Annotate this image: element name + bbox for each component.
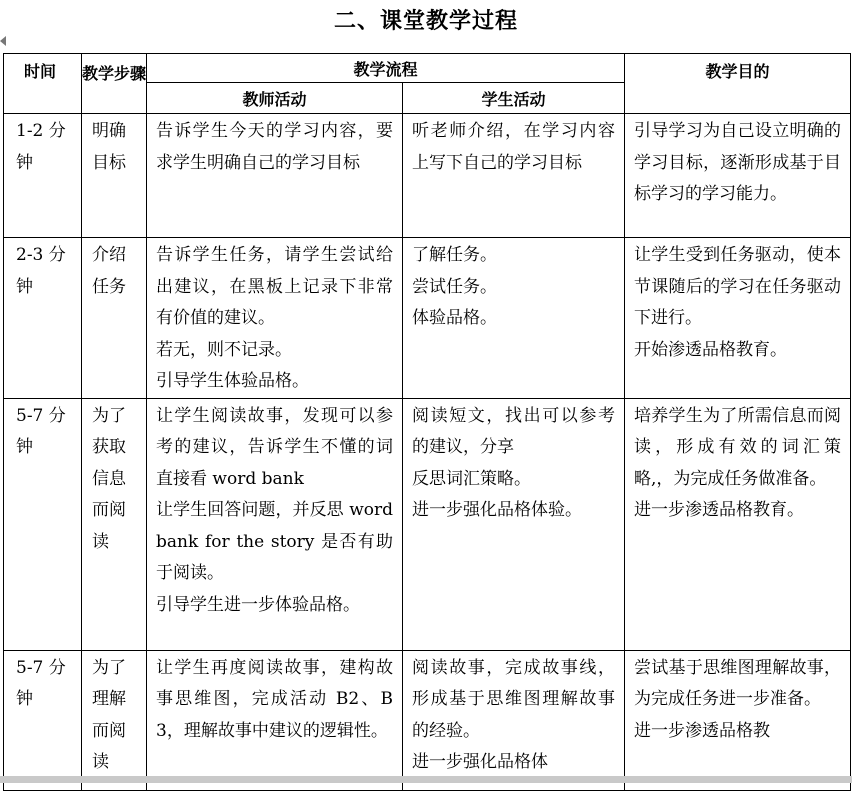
cell-paragraph: 体验品格。: [412, 308, 497, 328]
cell-paragraph: 进一步渗透品格教育。: [634, 500, 805, 520]
cell-paragraph: 引导学习为自己设立明确的学习目标，逐渐形成基于目标学习的学习能力。: [634, 121, 842, 204]
cell-paragraph: 开始渗透品格教育。: [634, 339, 788, 360]
cell-paragraph: 尝试任务。: [412, 276, 497, 297]
student-activity-cell: [403, 238, 625, 399]
table-row: [4, 114, 851, 238]
header-goal: 教学目的: [625, 54, 851, 114]
cell-paragraph: 阅读短文，找出可以参考的建议，分享: [412, 405, 616, 457]
cell-paragraph: 让学生回答问题，并反思 word bank for the story 是否有助于阅读。: [156, 500, 393, 583]
student-activity-cell: [403, 114, 625, 238]
step-cell: 为了理解而阅读: [82, 650, 147, 790]
lesson-process-table: [3, 53, 851, 791]
header-time: 时间: [4, 54, 82, 114]
header-teacher-activity: 教师活动: [147, 83, 403, 114]
goal-cell: [625, 650, 851, 790]
cell-paragraph: 了解任务。: [412, 245, 497, 265]
page-bottom-edge: [0, 776, 852, 783]
header-flow: 教学流程: [147, 54, 625, 83]
teacher-activity-cell: [147, 398, 403, 650]
cell-paragraph: 告诉学生任务，请学生尝试给出建议，在黑板上记录下非常有价值的建议。: [156, 245, 393, 328]
teacher-activity-cell: [147, 114, 403, 238]
teacher-activity-cell: [147, 650, 403, 790]
table-row: [4, 398, 851, 650]
cell-paragraph: 引导学生体验品格。: [156, 371, 309, 391]
step-cell: 介绍任务: [82, 238, 147, 399]
time-cell: 5-7 分钟: [4, 398, 82, 650]
cell-paragraph: 进一步强化品格体: [412, 752, 548, 772]
cell-paragraph: 进一步渗透品格教: [634, 720, 771, 741]
student-activity-cell: [403, 650, 625, 790]
student-activity-cell: [403, 398, 625, 650]
page-title: 二、课堂教学过程: [333, 9, 518, 34]
cell-paragraph: 培养学生为了所需信息而阅读，形成有效的词汇策略,，为完成任务做准备。: [634, 405, 842, 489]
header-student-activity: 学生活动: [403, 83, 625, 114]
time-cell: 5-7 分钟: [4, 650, 82, 790]
table-row: [4, 650, 851, 790]
time-cell: 1-2 分钟: [4, 114, 82, 238]
cell-paragraph: 尝试基于思维图理解故事，为完成任务进一步准备。: [634, 657, 842, 709]
cell-paragraph: 进一步强化品格体验。: [412, 500, 582, 520]
cell-paragraph: 让学生受到任务驱动，使本节课随后的学习在任务驱动下进行。: [634, 245, 842, 328]
cell-paragraph: 听老师介绍，在学习内容上写下自己的学习目标: [412, 121, 616, 173]
teacher-activity-cell: [147, 238, 403, 399]
cell-paragraph: 让学生阅读故事，发现可以参考的建议，告诉学生不懂的词直接看 word bank: [156, 405, 393, 489]
cell-paragraph: 告诉学生今天的学习内容，要求学生明确自己的学习目标: [156, 121, 393, 173]
cell-paragraph: 阅读故事，完成故事线，形成基于思维图理解故事的经验。: [412, 657, 616, 741]
table-body: [4, 114, 851, 791]
header-step: 教学步骤: [82, 54, 147, 114]
table-row: [4, 238, 851, 399]
goal-cell: [625, 238, 851, 399]
cell-paragraph: 若无，则不记录。: [156, 339, 292, 360]
goal-cell: [625, 398, 851, 650]
page-edge-marker: [0, 36, 6, 46]
step-cell: 为了获取信息而阅读: [82, 398, 147, 650]
time-cell: 2-3 分钟: [4, 238, 82, 399]
cell-paragraph: 反思词汇策略。: [412, 468, 531, 489]
cell-paragraph: 让学生再度阅读故事，建构故事思维图，完成活动 B2、B3，理解故事中建议的逻辑性。: [156, 657, 393, 741]
goal-cell: [625, 114, 851, 238]
step-cell: 明确目标: [82, 114, 147, 238]
cell-paragraph: 引导学生进一步体验品格。: [156, 594, 360, 615]
